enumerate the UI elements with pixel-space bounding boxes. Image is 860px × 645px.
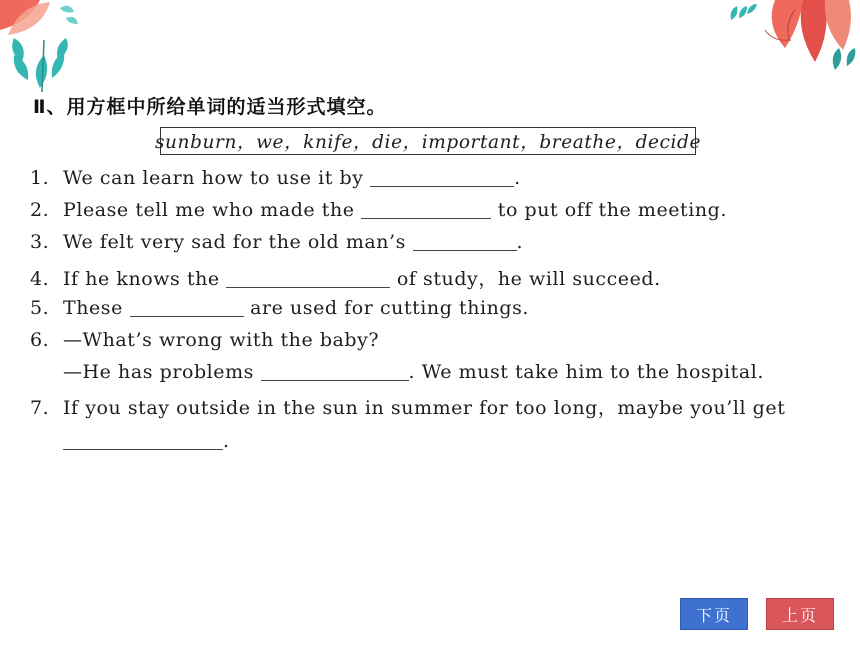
exercise-heading: Ⅱ、用方框中所给单词的适当形式填空。 <box>33 96 387 118</box>
question-number: 4. <box>30 268 50 290</box>
question-text-before: Please tell me who made the <box>63 199 362 221</box>
word-box: sunburn，we，knife，die，important，breathe，decide <box>160 127 696 155</box>
question-text-after: . <box>223 430 230 452</box>
question-6-line-2 <box>30 361 764 383</box>
answer-blank-3[interactable] <box>413 232 517 251</box>
question-text-before: These <box>63 297 130 319</box>
question-text-before: We can learn how to use it by <box>63 167 371 189</box>
question-5 <box>30 297 529 319</box>
answer-blank-1[interactable] <box>370 168 514 187</box>
question-7-line-2 <box>30 430 230 452</box>
answer-blank-5[interactable] <box>130 298 244 317</box>
answer-blank-4[interactable] <box>226 269 390 288</box>
question-text-after: of study，he will succeed. <box>390 268 661 290</box>
question-4 <box>30 264 661 291</box>
question-number: 1. <box>30 167 50 189</box>
question-text-before: —He has problems <box>63 361 261 383</box>
question-3 <box>30 231 523 253</box>
question-number: 5. <box>30 297 50 319</box>
decorative-leaves-top-left <box>0 0 90 95</box>
question-number: 6. <box>30 329 50 351</box>
question-text-after: . We must take him to the hospital. <box>408 361 764 383</box>
question-text-after: . <box>516 231 524 253</box>
question-2 <box>30 199 727 221</box>
question-text-before: If he knows the <box>63 268 227 290</box>
question-text-after: . <box>514 167 521 189</box>
answer-blank-6[interactable] <box>261 362 409 381</box>
question-1 <box>30 167 521 189</box>
question-text-after: are used for cutting things. <box>243 297 530 319</box>
question-6-line-1 <box>30 329 379 351</box>
answer-blank-7[interactable] <box>63 431 223 450</box>
question-number: 3. <box>30 231 50 253</box>
question-text-after: to put off the meeting. <box>491 199 727 221</box>
question-number: 2. <box>30 199 50 221</box>
question-text-before: We felt very sad for the old man’s <box>63 231 413 253</box>
decorative-leaves-top-right <box>725 0 860 75</box>
question-7-line-1 <box>30 393 785 420</box>
next-page-button[interactable]: 下页 <box>680 598 748 630</box>
question-text: If you stay outside in the sun in summer for too long，maybe you’ll get <box>63 397 786 419</box>
question-text: —What’s wrong with the baby? <box>63 329 380 351</box>
question-number: 7. <box>30 397 50 419</box>
answer-blank-2[interactable] <box>361 200 491 219</box>
previous-page-button[interactable]: 上页 <box>766 598 834 630</box>
